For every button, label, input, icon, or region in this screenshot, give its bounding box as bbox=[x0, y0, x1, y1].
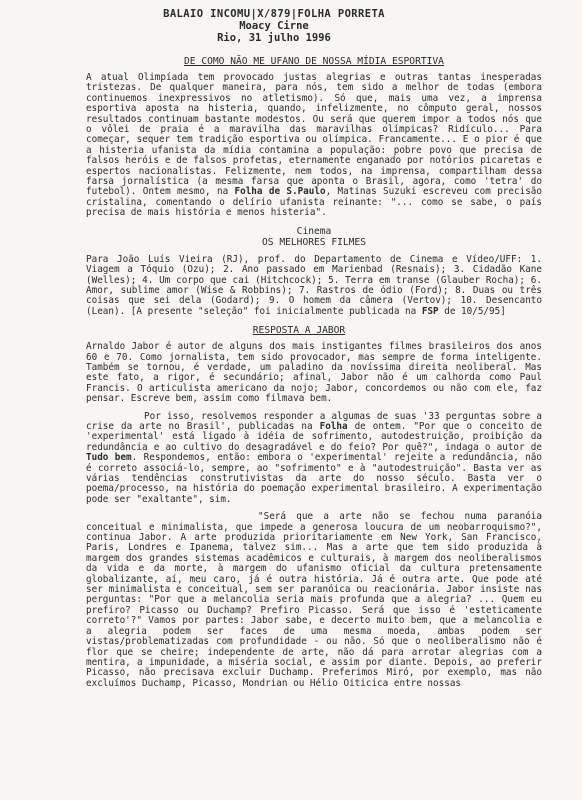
body-text: . Respondemos, então: embora o 'experimental' rejeite a redundância, não é correto associá-lo, sempre, ao "sofrimento" e à "autodestruição". Basta ver as várias tendências construtivistas da arte do nosso século. Basta ver o poema/processo, na história do poemação experimental brasileiro. A experimentação pode ser "exaltante", sim. bbox=[86, 452, 543, 505]
masthead bbox=[46, 8, 502, 44]
publication-line: BALAIO INCOMU|X/879|FOLHA PORRETA bbox=[163, 8, 385, 20]
source-name: Folha de S.Paulo bbox=[234, 186, 326, 198]
body-text: Para João Luís Vieira (RJ), prof. do Departamento de Cinema e Vídeo/UFF: 1. Viagem a Tóquio (Ozu); 2. Ano passado em Marienbad (Resnais); 3. Cidadão Kane (Welles); 4. Um corpo que cai (Hitchcock); 5. Terra em transe (Glauber Rocha); 6. Amor, sublime amor (Wise & Robbins); 7. Rastros de ódio (Ford); 8. Duas ou três coisas que sei dela (Godard); 9. O homem da câmera (Vertov); 10. Desencanto (Lean). [A presente "seleção" foi inicialmente publicada na bbox=[86, 253, 542, 317]
body-text: de ontem. "Por que o conceito de 'experimental' está ligado à idéia de sofrimento, autodestruição, proibição da redundância e ao cultivo do desagradável e do feio? Por quê?", indaga o autor de bbox=[86, 420, 542, 453]
body-text: Por isso, resolvemos responder a algumas de suas '33 perguntas sobre a crise da arte no Brasil', publicadas na bbox=[86, 410, 542, 432]
jabor-paragraph-1: Arnaldo Jabor é autor de alguns dos mais instigantes filmes brasileiros dos anos 60 e 70. Como jornalista, tem sido provocador, mas sempre de forma inteligente. Também se tornou, é verdade, um paladino da novíssima direita neoliberal. Mas este fato, a rigor, é secundário; afinal, Jabor não é um calhorda como Paul Francis. O articulista americano da nojo; Jabor, concordemos ou não com ele, faz pensar. Escreve bem, assim como filmava bem. bbox=[86, 341, 542, 405]
jabor-paragraph-2 bbox=[86, 412, 542, 506]
source-name: Folha bbox=[319, 420, 348, 432]
section-cinema bbox=[86, 226, 542, 248]
author-name: Moacy Cirne bbox=[239, 20, 309, 32]
article-title-films: OS MELHORES FILMES bbox=[262, 236, 366, 248]
article-body-films bbox=[86, 255, 542, 317]
body-text: A atual Olimpíada tem provocado justas alegrias e outras tantas inesperadas tristezas. De qualquer maneira, para nós, tem sido a melhor de todas (embora continuemos inexpressivos no atletismo). Só que, mais uma vez, a imprensa esportiva aposta na histeria, quando, infelizmente, no cômputo geral, nossos resultados continuam bastante modestos. Ou será que querem impor a todos nós que o vôlei de praia é a maravilha das maravilhas olímpicas? Ridículo... Para começar, sequer tem tradição esportiva ou olímpica. Francamente... E o pior é que a histeria ufanista da mídia contamina a população: pobre povo que precisa de falsos heróis e de falsos profetas, eternamente enganado por notórios picaretas e espertos nacionalistas. Felizmente, nem todos, na imprensa, compartilham dessa farsa jornalística (a mesma farsa que aponta o Brasil, agora, como 'tetra' do futebol). Ontem mesmo, na bbox=[86, 72, 542, 198]
section-label: Cinema bbox=[296, 225, 332, 237]
article-title-olympics: DE COMO NÃO ME UFANO DE NOSSA MÍDIA ESPORTIVA bbox=[184, 56, 444, 67]
body-text: , Matinas Suzuki escreveu com precisão cristalina, comentando o delírio ufanista reinante: "... como se sabe, o país precisa de mais história e menos histeria". bbox=[86, 186, 542, 219]
book-title: Tudo bem bbox=[86, 452, 132, 464]
article-title-jabor: RESPOSTA A JABOR bbox=[252, 325, 346, 337]
jabor-paragraph-3: "Será que a arte não se fechou numa paranóia conceitual e minimalista, que impede a generosa loucura de um neobarroquismo?", continua Jabor. A arte produzida prioritariamente em New York, San Francisco, Paris, Londres e Ipanema, talvez sim... Mas a arte que tem sido produzida à margem dos grandes sistemas acadêmicos e culturais, à margem dos neoliberalismos da vida e da morte, à margem do ufanismo oficial da cultura pretensamente globalizante, aí, meu caro, já é outra história. Já é outra arte. Que pode até ser minimalista e conceitual, sem ser paranóica ou reacionária. Jabor insiste nas perguntas: "Por que a melancolia seria mais profunda que a alegria? ... Quem eu prefiro? Picasso ou Duchamp? Prefiro Picasso. Será que isso é 'esteticamente correto'?" Vamos por partes: Jabor sabe, e decerto muito bem, que a melancolia e a alegria podem ser faces de uma mesma moeda, ambas podem ser vistas/problematizadas com profundidade - ou não. Só que o neoliberalismo não é flor que se cheire; independente de arte, não dá para arrotar alegrias com a mentira, a impunidade, a miséria social, e assim por diante. Depois, ao preferir Picasso, não precisava excluir Duchamp. Preferimos Miró, por exemplo, mas não excluímos Duchamp, Picasso, Mondrian ou Hélio Oiticica entre nossas bbox=[86, 511, 542, 689]
article-body-olympics bbox=[86, 73, 542, 219]
source-name: FSP bbox=[421, 305, 439, 317]
body-text: de 10/5/95] bbox=[438, 305, 506, 317]
date-line: Rio, 31 julho 1996 bbox=[217, 32, 331, 44]
